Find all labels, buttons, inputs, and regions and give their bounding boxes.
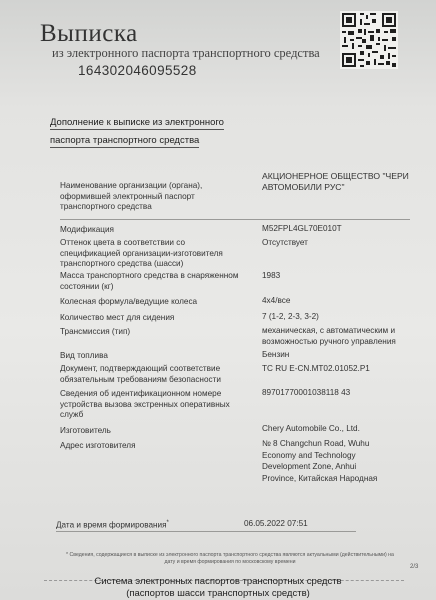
field-value-seats: 7 (1-2, 2-3, 3-2) [262, 312, 319, 321]
field-label-wheel-formula: Колесная формула/ведущие колеса [60, 297, 198, 306]
field-label-color: Оттенок цвета в соответствии со спецификацией организации-изготовителя транспортного средства (шасси) [60, 238, 223, 268]
document-title: Выписка [40, 20, 138, 47]
field-value-emergency-id: 89701770001038118 43 [262, 388, 351, 397]
footnote: * Сведения, содержащиеся в выписке из электронного паспорта транспортного средства являются актуальными (действительными) на дату и время формирования по московскому времени [66, 552, 394, 565]
date-footnote-mark: * [166, 520, 169, 526]
date-value: 06.05.2022 07:51 [244, 519, 308, 528]
date-label [56, 520, 169, 530]
field-value-certificate: ТС RU E-CN.MT02.01052.P1 [262, 364, 370, 373]
section-title-line1: Дополнение к выписке из электронного [50, 117, 224, 128]
page-number: 2/3 [410, 564, 419, 570]
field-value-color: Отсутствует [262, 238, 308, 247]
qr-code-icon [340, 11, 398, 69]
field-label-emergency-id: Сведения об идентификационном номере устройства вызова экстренных оперативных служб [60, 389, 230, 419]
field-value-mass: 1983 [262, 271, 281, 280]
field-label-mass: Масса транспортного средства в снаряженном состоянии (кг) [60, 271, 239, 291]
field-label-manufacturer: Изготовитель [60, 426, 111, 435]
field-label-organization: Наименование организации (органа), оформившей электронный паспорт транспортного средства [60, 181, 203, 211]
document-number: 164302046095528 [78, 63, 197, 78]
field-value-manufacturer: Chery Automobile Co., Ltd. [262, 424, 360, 433]
field-value-fuel: Бензин [262, 350, 290, 359]
date-divider [56, 531, 356, 532]
field-label-manufacturer-address: Адрес изготовителя [60, 441, 136, 450]
field-value-transmission: механическая, с автоматическим и возможностью ручного управления [262, 326, 396, 346]
document-subtitle: из электронного паспорта транспортного средства [52, 46, 320, 60]
field-label-seats: Количество мест для сидения [60, 313, 175, 322]
field-value-manufacturer-address: № 8 Changchun Road, Wuhu Economy and Technology Development Zone, Anhui Province, Китайская Народная [262, 439, 378, 483]
field-label-transmission: Трансмиссия (тип) [60, 327, 131, 336]
field-label-modification: Модификация [60, 225, 114, 234]
section-title [50, 114, 300, 150]
footer-line1: Система электронных паспортов транспортных средств [94, 576, 342, 587]
row-divider [60, 219, 410, 220]
field-label-fuel: Вид топлива [60, 351, 108, 360]
footer-line2: (паспортов шасси транспортных средств) [126, 588, 310, 599]
field-value-modification: M52FPL4GL70E010T [262, 224, 342, 233]
section-title-line2: паспорта транспортного средства [50, 135, 200, 146]
field-value-wheel-formula: 4x4/все [262, 296, 291, 305]
field-value-organization: АКЦИОНЕРНОЕ ОБЩЕСТВО "ЧЕРИ АВТОМОБИЛИ РУС" [262, 171, 409, 192]
date-label-text: Дата и время формирования [56, 520, 167, 530]
field-label-certificate: Документ, подтверждающий соответствие обязательным требованиям безопасности [60, 364, 221, 384]
